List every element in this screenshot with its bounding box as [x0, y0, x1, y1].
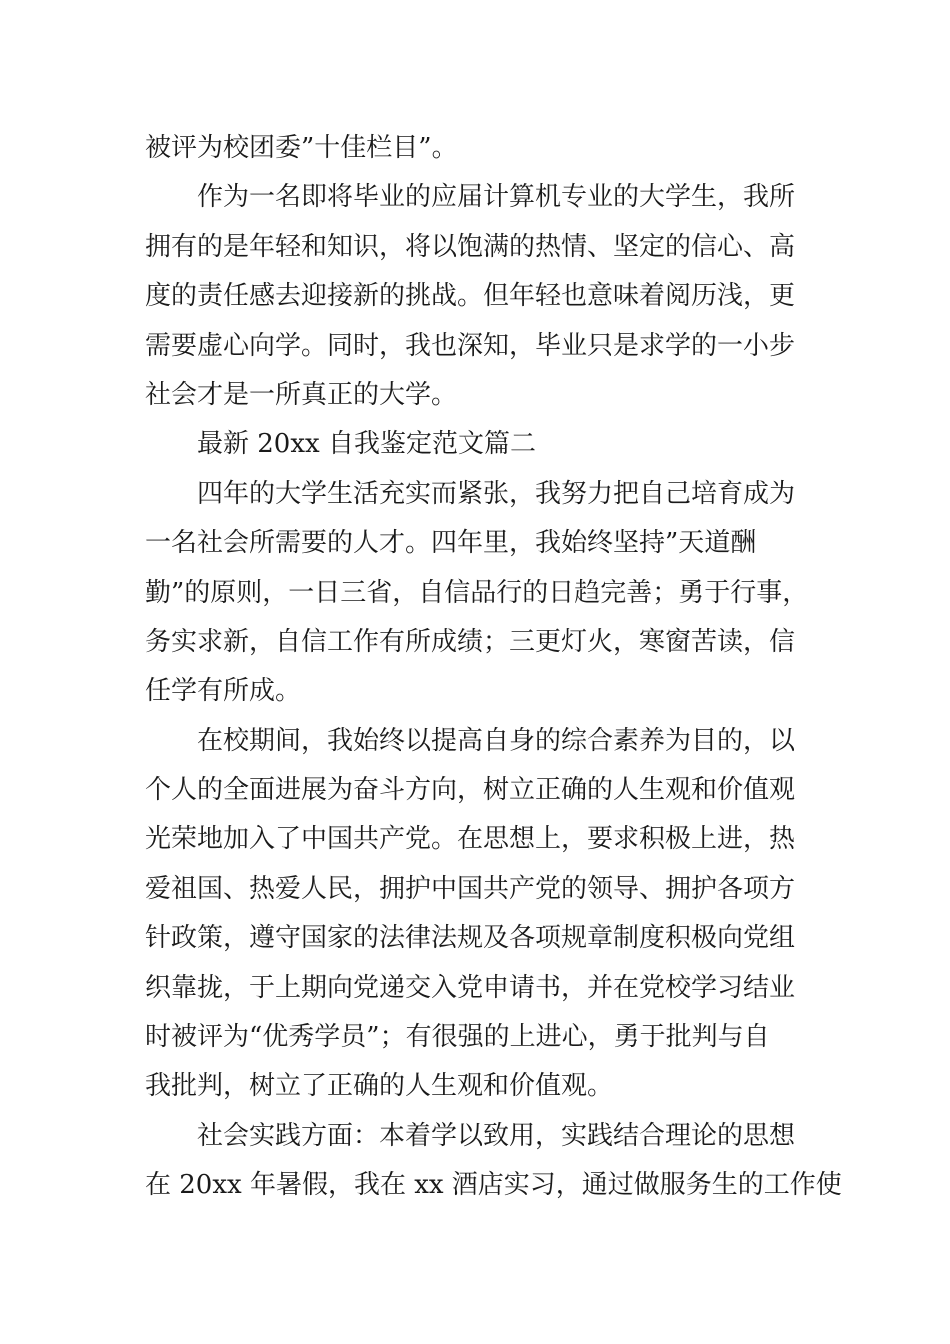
text-line: 需要虚心向学。同时，我也深知，毕业只是求学的一小步: [145, 330, 796, 361]
text-line: 在 20xx 年暑假，我在 xx 酒店实习，通过做服务生的工作使: [145, 1170, 842, 1201]
text-line: 社会才是一所真正的大学。: [145, 379, 458, 410]
text-line: 织靠拢，于上期向党递交入党申请书，并在党校学习结业: [145, 972, 796, 1003]
text-line: 一名社会所需要的人才。四年里，我始终坚持”天道酬: [145, 528, 757, 559]
text-line: 被评为校团委”十佳栏目”。: [145, 133, 458, 163]
text-line: 务实求新，自信工作有所成绩；三更灯火，寒窗苦读，信: [145, 626, 796, 657]
text-line: 勤”的原则，一日三省，自信品行的日趋完善；勇于行事，: [145, 577, 809, 608]
text-line: 最新 20xx 自我鉴定范文篇二: [197, 429, 536, 460]
text-line: 作为一名即将毕业的应届计算机专业的大学生，我所: [197, 182, 796, 213]
text-line: 任学有所成。: [145, 676, 302, 707]
text-line: 度的责任感去迎接新的挑战。但年轻也意味着阅历浅，更: [145, 281, 796, 312]
text-line: 我批判，树立了正确的人生观和价值观。: [145, 1071, 614, 1102]
text-line: 爱祖国、热爱人民，拥护中国共产党的领导、拥护各项方: [145, 873, 796, 904]
document-body: [145, 124, 842, 1211]
text-line: 拥有的是年轻和知识，将以饱满的热情、坚定的信心、高: [145, 231, 796, 262]
text-line: 针政策，遵守国家的法律法规及各项规章制度积极向党组: [145, 923, 796, 954]
text-line: 在校期间，我始终以提高自身的综合素养为目的，以: [197, 725, 796, 756]
text-line: 社会实践方面：本着学以致用，实践结合理论的思想: [197, 1120, 796, 1151]
text-line: 个人的全面进展为奋斗方向，树立正确的人生观和价值观: [145, 775, 796, 806]
text-line: 时被评为“优秀学员”；有很强的上进心，勇于批判与自: [145, 1022, 770, 1053]
text-line: 四年的大学生活充实而紧张，我努力把自己培育成为: [197, 478, 796, 509]
text-line: 光荣地加入了中国共产党。在思想上，要求积极上进，热: [145, 824, 796, 855]
